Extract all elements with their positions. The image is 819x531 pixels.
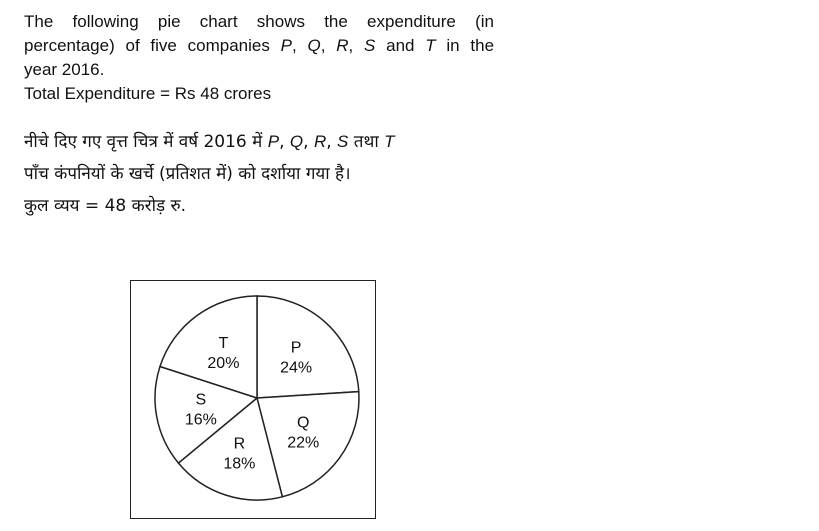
slice-label-t: T xyxy=(218,334,229,352)
english-line-3: year 2016. xyxy=(24,60,105,79)
slice-label-s: S xyxy=(195,391,207,409)
hindi-line-1: नीचे दिए गए वृत्त चित्र में वर्ष 2016 में P, Q, R, S तथा T xyxy=(24,132,395,152)
pie-chart xyxy=(131,281,377,520)
company-t-name: T xyxy=(425,36,436,55)
hindi-total-expenditure: कुल व्यय = 48 करोड़ रु. xyxy=(24,196,187,216)
slice-value-q: 22% xyxy=(287,434,320,452)
slice-value-t: 20% xyxy=(207,354,240,372)
slice-value-p: 24% xyxy=(280,359,313,377)
english-line-1: The following pie chart shows the expenditure (in xyxy=(24,12,494,31)
question-text xyxy=(24,10,494,222)
slice-label-p: P xyxy=(290,339,302,357)
company-q-name: Q xyxy=(307,36,321,55)
company-s-name: S xyxy=(364,36,376,55)
slice-label-q: Q xyxy=(296,414,310,432)
company-r-name: R xyxy=(336,36,349,55)
english-total-expenditure: Total Expenditure = Rs 48 crores xyxy=(24,84,272,103)
english-line-2: percentage) of five companies P, Q, R, S and T in the xyxy=(24,36,495,55)
slice-value-r: 18% xyxy=(223,455,256,473)
company-p-name: P xyxy=(280,36,292,55)
hindi-line-2: पाँच कंपनियों के खर्चे (प्रतिशत में) को दर्शाया गया है। xyxy=(24,164,351,184)
slice-value-s: 16% xyxy=(184,411,217,429)
slice-label-r: R xyxy=(233,435,246,453)
pie-chart-frame xyxy=(130,280,376,519)
pie-slice-p xyxy=(257,296,359,398)
